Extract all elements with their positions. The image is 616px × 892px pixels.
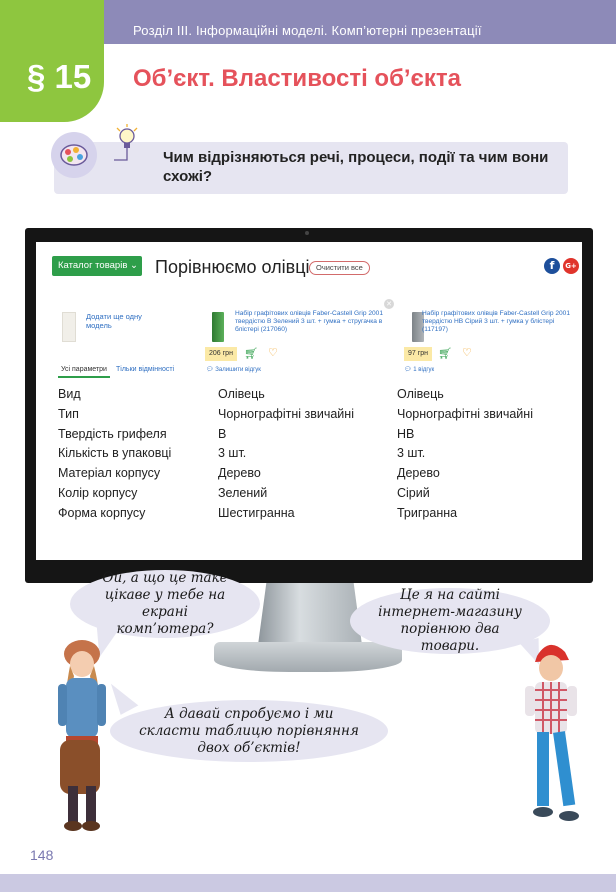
param-value: 3 шт. [218, 446, 247, 461]
param-value: B [218, 426, 227, 441]
add-model-link[interactable]: Додати ще одну модель [86, 312, 142, 330]
param-value: Чорнографітні звичайні [397, 406, 533, 421]
param-labels-column [58, 385, 171, 524]
placeholder-thumbnail [62, 312, 76, 342]
facebook-icon[interactable]: f [544, 258, 560, 274]
speech-text: Це я на сайті інтернет-магазину порівнюю два товари. [378, 587, 522, 654]
param-value: HB [397, 426, 415, 441]
heart-icon[interactable]: ♡ [268, 346, 278, 359]
catalog-button-label: Каталог товарів [58, 260, 128, 271]
speech-text: А давай спробуємо і ми скласти таблицю порівняння двох об’єктів! [139, 705, 359, 756]
review-link-label: Залишити відгук [215, 367, 261, 373]
close-icon[interactable]: ✕ [384, 299, 394, 309]
chevron-down-icon: ⌄ [130, 260, 138, 271]
lightbulb-icon [114, 124, 140, 164]
product-thumbnail[interactable] [212, 312, 224, 342]
speech-text: Ой, а що це таке цікаве у тебе на екрані комп’ютера? [102, 570, 228, 637]
param-label: Кількість в упаковці [58, 446, 172, 461]
param-label: Форма корпусу [58, 505, 146, 520]
review-link[interactable]: 💬︎ 1 відгук [404, 367, 435, 373]
monitor-stand [258, 583, 362, 645]
param-value: Чорнографітні звичайні [218, 406, 354, 421]
param-value: Олівець [218, 387, 265, 401]
cart-icon[interactable]: 🛒︎ [438, 347, 452, 360]
tab-only-differences[interactable]: Тільки відмінності [116, 366, 175, 373]
param-value: Сірий [397, 485, 430, 500]
param-value: Зелений [218, 485, 268, 500]
param-label: Вид [58, 387, 81, 401]
product-link[interactable]: Набір графітових олівців Faber-Castell Grip 2001 твердістю HB Сірий 3 шт. + гумка у блістері (117197) [422, 310, 571, 333]
google-plus-icon[interactable]: G+ [563, 258, 579, 274]
chapter-title: Розділ III. Інформаційні моделі. Комп’ютерні презентації [133, 23, 482, 38]
clear-all-button[interactable]: Очистити все [309, 261, 370, 275]
webcam [305, 231, 309, 235]
param-label: Твердість грифеля [58, 426, 167, 441]
product-2-values-column [397, 385, 533, 524]
param-value: Дерево [218, 466, 261, 481]
tab-all-params[interactable]: Усі параметри [58, 366, 110, 378]
heart-icon[interactable]: ♡ [462, 346, 472, 359]
cart-icon[interactable]: 🛒︎ [244, 347, 258, 360]
section-number: § 15 [27, 58, 92, 95]
girl-illustration [46, 636, 118, 834]
product-link[interactable]: Набір графітових олівців Faber-Castell Grip 2001 твердістю B Зелений 3 шт. + гумка + стругачка в блістері (217060) [235, 310, 384, 333]
param-value: Тригранна [397, 505, 458, 520]
param-value: Шестигранна [218, 505, 295, 520]
brain-icon [51, 132, 97, 178]
price-tag: 97 грн [404, 347, 432, 361]
param-label: Матеріал корпусу [58, 466, 161, 481]
boy-illustration [515, 640, 587, 828]
product-1-values-column [218, 385, 354, 524]
catalog-button[interactable] [52, 256, 142, 276]
page-number: 148 [30, 847, 54, 863]
param-value: Дерево [397, 466, 440, 481]
param-value: 3 шт. [397, 446, 426, 461]
review-link[interactable]: 💬︎ Залишити відгук [206, 367, 261, 373]
speech-bubble-girl-suggestion [110, 700, 388, 762]
footer-bar [0, 874, 616, 892]
review-link-label: 1 відгук [413, 367, 435, 373]
section-title: Об’єкт. Властивості об’єкта [133, 65, 461, 92]
param-label: Тип [58, 406, 79, 421]
param-label: Колір корпусу [58, 485, 138, 500]
question-text: Чим відрізняються речі, процеси, події та чим вони схожі? [163, 149, 549, 185]
compare-heading: Порівнюємо олівці [155, 257, 310, 277]
param-value: Олівець [397, 387, 444, 401]
price-tag: 206 грн [205, 347, 237, 361]
